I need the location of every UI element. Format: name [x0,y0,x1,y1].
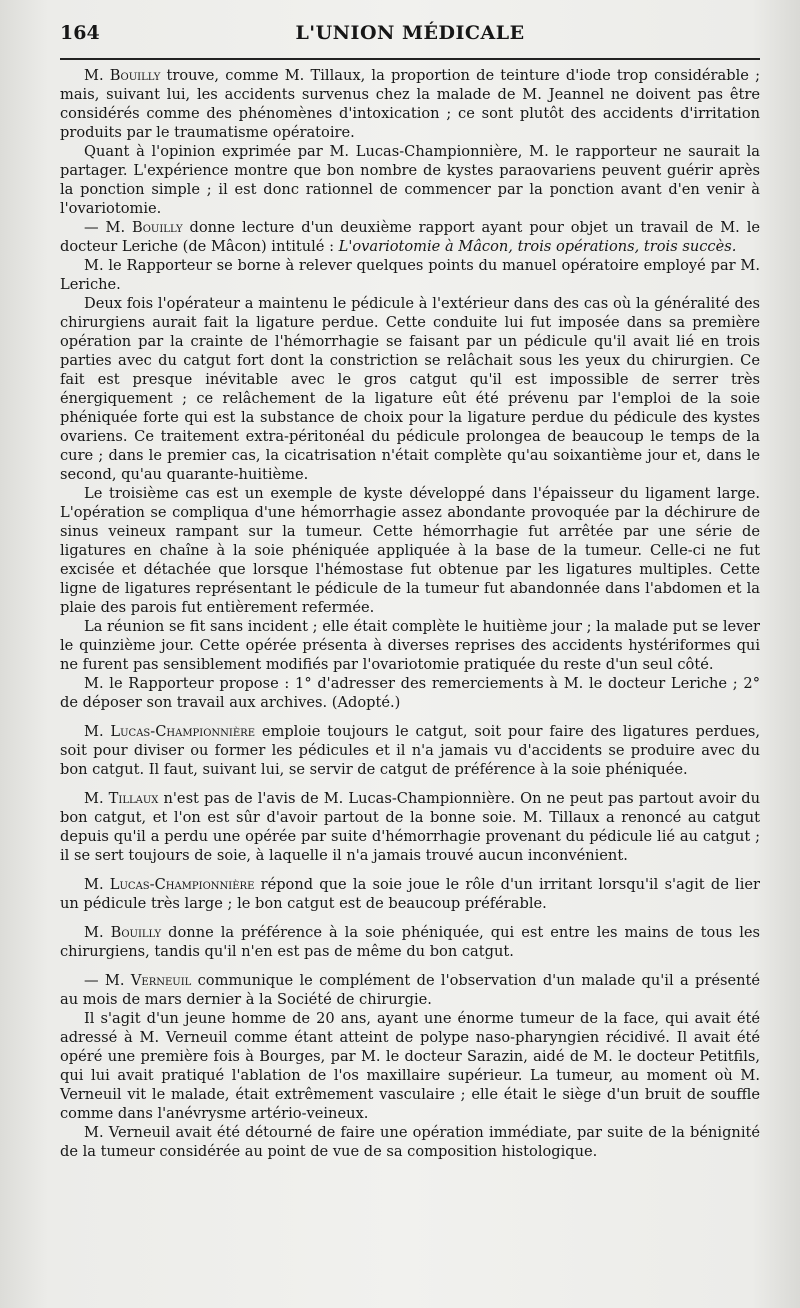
paragraph-text: donne la préférence à la soie phéniquée, qui est entre les mains de tous les chirurgiens, tandis qu'il n'en est pas de même du bon catgut. [60,924,761,960]
paragraph [60,617,760,674]
page-header [60,22,760,50]
paragraph-text: M. Verneuil avait été détourné de faire une opération immédiate, par suite de la bénignité de la tumeur considérée au point de vue de sa composition histologique. [60,1124,760,1160]
paragraph [60,789,760,865]
paragraph-text: emploie toujours le catgut, soit pour faire des ligatures perdues, soit pour diviser ou former les pédicules et il n'a jamais vu d'accidents se produire avec du bon catgut. Il faut, suivant lui, se servir de catgut de préférence à la soie phéniquée. [60,723,760,778]
speaker-name: — M. Bouilly [84,219,183,236]
paragraph [60,722,760,779]
paragraph [60,923,760,961]
speaker-name: M. Tillaux [84,790,159,807]
paragraph [60,66,760,142]
paragraph-text: Quant à l'opinion exprimée par M. Lucas-Championnière, M. le rapporteur ne saurait la partager. L'expérience montre que bon nombre de kystes paraovariens peuvent guérir après la ponction simple ; il est donc rationnel de commencer par la ponction avant d'en venir à l'ovariotomie. [60,143,760,217]
paragraph-text: Le troisième cas est un exemple de kyste développé dans l'épaisseur du ligament large. L'opération se compliqua d'une hémorrhagie assez abondante provoquée par la déchirure de sinus veineux rampant sur la tumeur. Cette hémorrhagie fut arrêtée par une série de ligatures en chaîne à la soie phéniquée appliquée à la base de la tumeur. Celle-ci ne fut excisée et détachée que lorsque l'hémostase fut obtenue par les ligatures multiples. Cette ligne de ligatures représentant le pédicule de la tumeur fut abandonnée dans l'abdomen et la plaie des parois fut entièrement refermée. [60,485,760,616]
speaker-name: M. Bouilly [84,924,162,941]
header-rule [60,58,760,60]
paragraph-text: La réunion se fit sans incident ; elle était complète le huitième jour ; la malade put se lever le quinzième jour. Cette opérée présenta à diverses reprises des accidents hystériformes qui ne furent pas sensiblement modifiés par l'ovariotomie pratiquée du reste d'un seul côté. [60,618,760,673]
paragraph [60,875,760,913]
work-title: L'ovariotomie à Mâcon, trois opérations, trois succès. [338,238,737,255]
speaker-name: M. Lucas-Championnière [84,723,256,740]
paragraph-text: communique le complément de l'observation d'un malade qu'il a présenté au mois de mars dernier à la Société de chirurgie. [60,972,761,1008]
page-number: 164 [60,22,100,44]
paragraph [60,484,760,617]
paragraph-text: M. le Rapporteur propose : 1° d'adresser des remerciements à M. le docteur Leriche ; 2° de déposer son travail aux archives. (Adopté.) [60,675,760,711]
paragraph-text: Deux fois l'opérateur a maintenu le pédicule à l'extérieur dans des cas où la généralité des chirurgiens aurait fait la ligature perdue. Cette conduite lui fut imposée dans sa première opération par la crainte de l'hémorrhagie se faisant par un pédicule qu'il avait lié en trois parties avec du catgut fort dont la constriction se relâchait sous les yeux du chirurgien. Ce fait est presque inévitable avec le gros catgut qu'il est impossible de serrer très énergiquement ; ce relâchement de la ligature eût été prévenu par l'emploi de la soie phéniquée forte qui est la substance de choix pour la ligature perdue du pédicule des kystes ovariens. Ce traitement extra-péritonéal du pédicule prolongea de beaucoup le temps de la cure ; dans le premier cas, la cicatrisation n'était complète qu'au soixantième jour et, dans le second, qu'au quarante-huitième. [60,295,760,483]
paragraph [60,294,760,484]
speaker-name: M. Lucas-Championnière [84,876,255,893]
paragraph-text: donne lecture d'un deuxième rapport ayant pour objet un travail de M. le docteur Leriche (de Mâcon) intitulé : [60,219,760,255]
article-body [60,66,760,1161]
paragraph [60,142,760,218]
paragraph-text: n'est pas de l'avis de M. Lucas-Championnière. On ne peut pas partout avoir du bon catgut, et l'on est sûr d'avoir partout de la bonne soie. M. Tillaux a renoncé au catgut depuis qu'il a perdu une opérée par suite d'hémorrhagie provenant du pédicule lié au catgut ; il se sert toujours de soie, à laquelle il n'a jamais trouvé aucun inconvénient. [60,790,760,864]
paragraph [60,218,760,256]
paragraph [60,1009,760,1123]
speaker-name: M. Bouilly [84,67,161,84]
paragraph-text: répond que la soie joue le rôle d'un irritant lorsqu'il s'agit de lier un pédicule très large ; le bon catgut est de beaucoup préférable. [60,876,760,912]
paragraph-text: Il s'agit d'un jeune homme de 20 ans, ayant une énorme tumeur de la face, qui avait été adressé à M. Verneuil comme étant atteint de polype naso-pharyngien récidivé. Il avait été opéré une première fois à Bourges, par M. le docteur Sarazin, aidé de M. le docteur Petitfils, qui lui avait pratiqué l'ablation de l'os maxillaire supérieur. La tumeur, au moment où M. Verneuil vit le malade, était extrêmement vasculaire ; elle était le siège d'un bruit de souffle comme dans l'anévrysme artério-veineux. [60,1010,760,1122]
paragraph [60,256,760,294]
speaker-name: — M. Verneuil [84,972,192,989]
running-head: L'UNION MÉDICALE [295,22,525,44]
paragraph [60,971,760,1009]
paragraph-text: trouve, comme M. Tillaux, la proportion de teinture d'iode trop considérable ; mais, suivant lui, les accidents survenus chez la malade de M. Jeannel ne doivent pas être considérés comme des phénomènes d'intoxication ; ce sont plutôt des accidents d'irritation produits par le traumatisme opératoire. [60,67,760,141]
paragraph-text: M. le Rapporteur se borne à relever quelques points du manuel opératoire employé par M. Leriche. [60,257,760,293]
paragraph [60,674,760,712]
paragraph [60,1123,760,1161]
